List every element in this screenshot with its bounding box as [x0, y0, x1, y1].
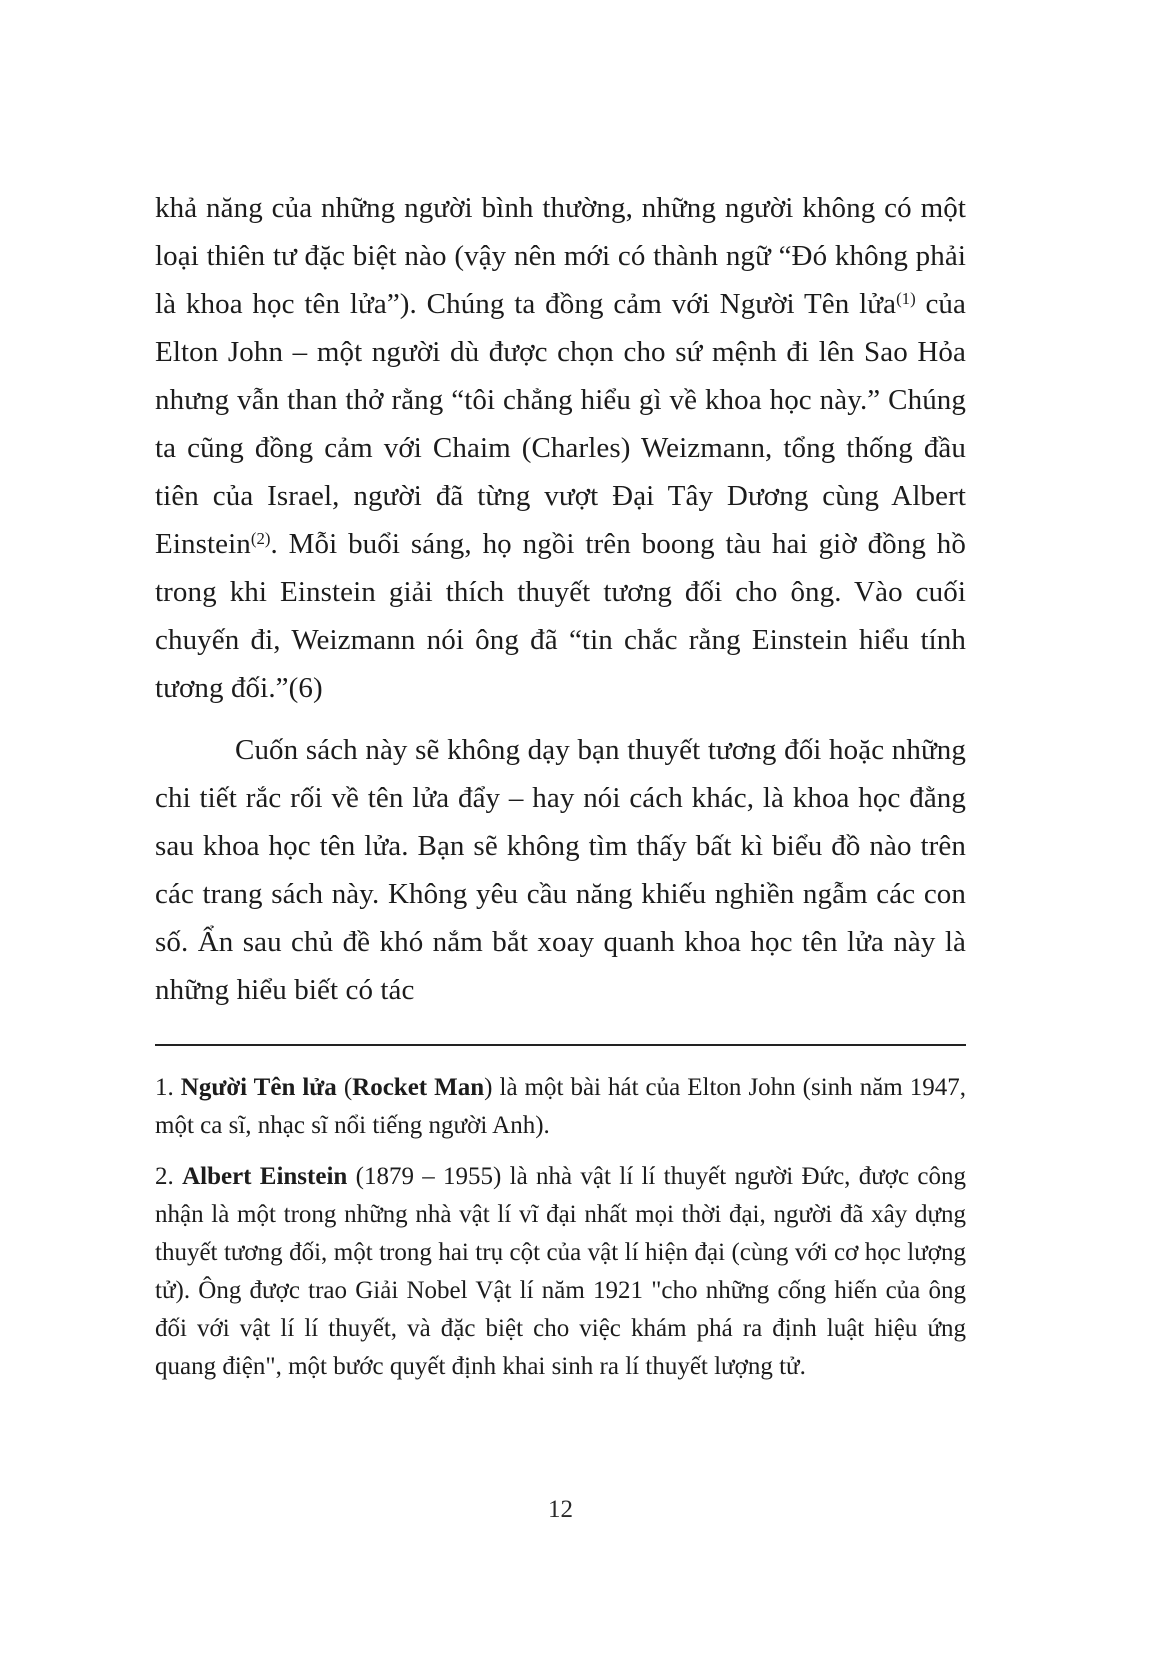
body-paragraph-2: Cuốn sách này sẽ không dạy bạn thuyết tương đối hoặc những chi tiết rắc rối về tên lửa đẩy – hay nói cách khác, là khoa học đằng sau khoa học tên lửa. Bạn sẽ không tìm thấy bất kì biểu đồ nào trên các trang sách này. Không yêu cầu năng khiếu nghiền ngẫm các con số. Ẩn sau chủ đề khó nắm bắt xoay quanh khoa học tên lửa này là những hiểu biết có tác — [155, 734, 966, 1006]
footnote-text: ( — [336, 1074, 353, 1101]
footnotes-block — [155, 1056, 966, 1386]
footnote-term: Người Tên lửa — [180, 1074, 337, 1101]
footnote-ref-1: (1) — [896, 289, 916, 308]
footnote-text: ) là một bài hát của Elton John (sinh năm 1947, một ca sĩ, nhạc sĩ nổi tiếng người Anh). — [155, 1074, 966, 1139]
page-number: 12 — [548, 1496, 573, 1523]
footnote-2 — [155, 1158, 966, 1386]
footnote-term: Albert Einstein — [182, 1163, 348, 1190]
body-text-block — [155, 184, 966, 1014]
body-paragraph-1 — [155, 184, 966, 712]
paragraph-text: của Elton John – một người dù được chọn cho sứ mệnh đi lên Sao Hỏa nhưng vẫn than thở rằng “tôi chẳng hiểu gì về khoa học này.” Chúng ta cũng đồng cảm với Chaim (Charles) Weizmann, tổng thống đầu tiên của Israel, người đã từng vượt Đại Tây Dương cùng Albert Einstein — [155, 288, 966, 560]
footnote-1 — [155, 1069, 966, 1145]
footnote-divider — [155, 1044, 966, 1046]
footnote-text: (1879 – 1955) là nhà vật lí lí thuyết người Đức, được công nhận là một trong những nhà vật lí vĩ đại nhất mọi thời đại, người đã xây dựng thuyết tương đối, một trong hai trụ cột của vật lí hiện đại (cùng với cơ học lượng tử). Ông được trao Giải Nobel Vật lí năm 1921 "cho những cống hiến của ông đối với vật lí lí thuyết, và đặc biệt cho việc khám phá ra định luật hiệu ứng quang điện", một bước quyết định khai sinh ra lí thuyết lượng tử. — [155, 1163, 966, 1380]
footnote-term: Rocket Man — [352, 1074, 485, 1101]
paragraph-text: khả năng của những người bình thường, những người không có một loại thiên tư đặc biệt nào (vậy nên mới có thành ngữ “Đó không phải là khoa học tên lửa”). Chúng ta đồng cảm với Người Tên lửa — [155, 192, 966, 320]
footnote-ref-2: (2) — [250, 529, 271, 548]
footnote-marker: 1. — [155, 1074, 181, 1101]
footnote-marker: 2. — [155, 1163, 183, 1190]
paragraph-text: . Mỗi buổi sáng, họ ngồi trên boong tàu hai giờ đồng hồ trong khi Einstein giải thích thuyết tương đối cho ông. Vào cuối chuyến đi, Weizmann nói ông đã “tin chắc rằng Einstein hiểu tính tương đối.”(6) — [155, 528, 966, 704]
